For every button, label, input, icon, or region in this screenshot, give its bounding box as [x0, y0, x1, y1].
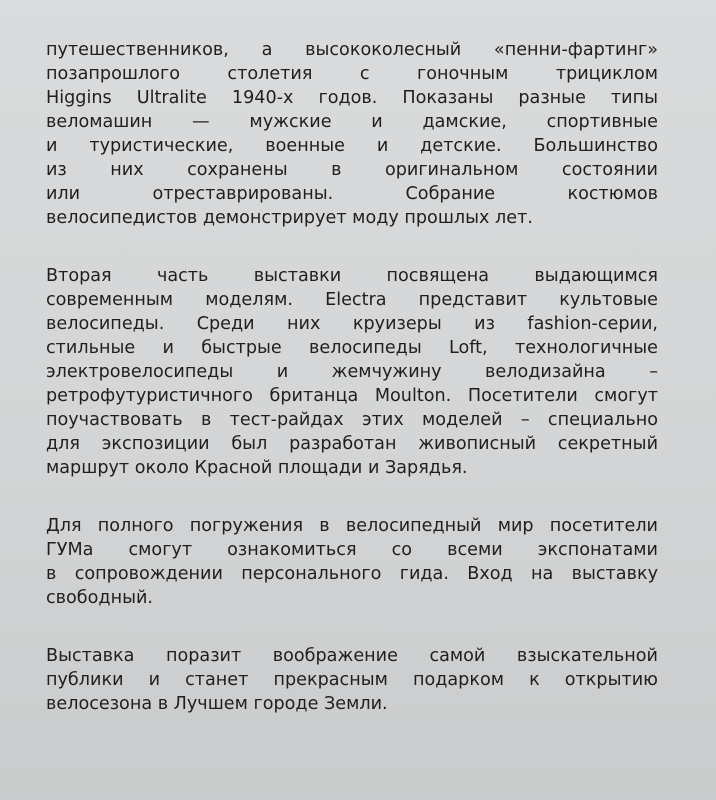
paragraph-3-line-2: ГУМа смогут ознакомиться со всеми экспонатами	[46, 540, 658, 560]
paragraph-2-line-3: велосипеды. Среди них круизеры из fashion-серии,	[46, 314, 658, 334]
paragraph-1-line-7: или отреставрированы. Собрание костюмов	[46, 184, 658, 204]
paragraph-1-line-6: из них сохранены в оригинальном состоянии	[46, 160, 658, 180]
paragraph-4-line-1: Выставка поразит воображение самой взыскательной	[46, 646, 658, 666]
paragraph-2-line-1: Вторая часть выставки посвящена выдающимся	[46, 266, 658, 286]
paragraph-2-line-9: маршрут около Красной площади и Зарядья.	[46, 458, 468, 478]
paragraph-1-line-8: велосипедистов демонстрирует моду прошлых лет.	[46, 208, 533, 228]
paragraph-4-line-3: велосезона в Лучшем городе Земли.	[46, 694, 388, 714]
paragraph-2-line-4: стильные и быстрые велосипеды Loft, технологичные	[46, 338, 658, 358]
paragraph-1-line-1: путешественников, а высококолесный «пенни-фартинг»	[46, 40, 658, 60]
paragraph-3-line-3: в сопровождении персонального гида. Вход на выставку	[46, 564, 658, 584]
paragraph-2-line-7: поучаствовать в тест-райдах этих моделей – специально	[46, 410, 658, 430]
paragraph-1-line-3: Higgins Ultralite 1940-х годов. Показаны разные типы	[46, 88, 658, 108]
paragraph-1-line-5: и туристические, военные и детские. Большинство	[46, 136, 658, 156]
paragraph-1-line-2: позапрошлого столетия с гоночным трициклом	[46, 64, 658, 84]
paragraph-1-line-4: веломашин — мужские и дамские, спортивные	[46, 112, 658, 132]
paragraph-2-line-6: ретрофутуристичного британца Moulton. Посетители смогут	[46, 386, 658, 406]
paragraph-2-line-5: электровелосипеды и жемчужину велодизайна –	[46, 362, 658, 382]
paragraph-3-line-1: Для полного погружения в велосипедный мир посетители	[46, 516, 658, 536]
paragraph-2-line-2: современным моделям. Electra представит культовые	[46, 290, 658, 310]
paragraph-3-line-4: свободный.	[46, 588, 154, 608]
paragraph-2-line-8: для экспозиции был разработан живописный секретный	[46, 434, 658, 454]
paragraph-4-line-2: публики и станет прекрасным подарком к открытию	[46, 670, 658, 690]
